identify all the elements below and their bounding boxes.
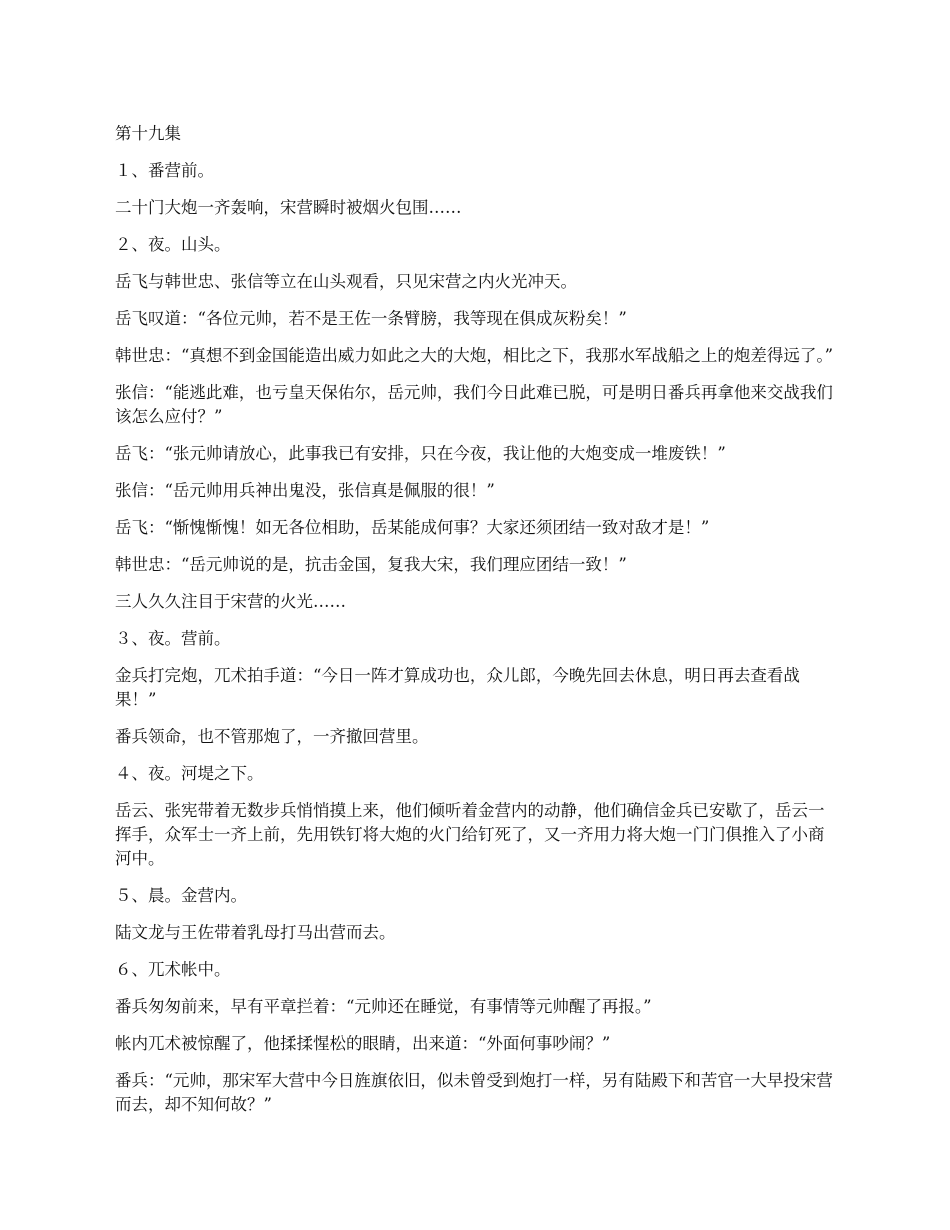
- scene-heading: １、番营前。: [115, 161, 214, 180]
- scene-heading: ３、夜。营前。: [115, 629, 231, 648]
- dialogue-line: 岳飞：“惭愧惭愧！如无各位相助，岳某能成何事？大家还须团结一致对敌才是！”: [115, 518, 710, 537]
- dialogue-line: 韩世忠：“真想不到金国能造出威力如此之大的大炮，相比之下，我那水军战船之上的炮差得远了。”: [115, 346, 834, 365]
- dialogue-line: 张信：“岳元帅用兵神出鬼没，张信真是佩服的很！”: [115, 481, 495, 500]
- dialogue-line: 番兵：“元帅，那宋军大营中今日旌旗依旧，似未曾受到炮打一样，另有陆殿下和苦官一大早投宋营而去，却不知何故？”: [115, 1071, 833, 1114]
- document-body: [115, 122, 840, 1130]
- scene-heading: ５、晨。金营内。: [115, 886, 247, 905]
- dialogue-line: 番兵匆匆前来，早有平章拦着：“元帅还在睡觉，有事情等元帅醒了再报。”: [115, 997, 652, 1016]
- scene-heading: ４、夜。河堤之下。: [115, 764, 264, 783]
- scene-heading: ２、夜。山头。: [115, 235, 231, 254]
- dialogue-line: 金兵打完炮，兀术拍手道：“今日一阵才算成功也，众儿郎，今晚先回去休息，明日再去查看战果！”: [115, 666, 800, 709]
- scene-heading: ６、兀术帐中。: [115, 960, 231, 979]
- episode-title: 第十九集: [115, 124, 181, 143]
- paragraph: 三人久久注目于宋营的火光……: [115, 592, 346, 611]
- dialogue-line: 张信：“能逃此难，也亏皇天保佑尔，岳元帅，我们今日此难已脱，可是明日番兵再拿他来交战我们该怎么应付？”: [115, 383, 833, 426]
- paragraph: 二十门大炮一齐轰响，宋营瞬时被烟火包围……: [115, 198, 462, 217]
- dialogue-line: 岳飞叹道：“各位元帅，若不是王佐一条臂膀，我等现在俱成灰粉矣！”: [115, 309, 627, 328]
- paragraph: 岳云、张宪带着无数步兵悄悄摸上来，他们倾听着金营内的动静，他们确信金兵已安歇了，岳云一挥手，众军士一齐上前，先用铁钉将大炮的火门给钉死了，又一齐用力将大炮一门门俱推入了小商河中。: [115, 801, 825, 868]
- paragraph: 陆文龙与王佐带着乳母打马出营而去。: [115, 923, 396, 942]
- dialogue-line: 岳飞：“张元帅请放心，此事我已有安排，只在今夜，我让他的大炮变成一堆废铁！”: [115, 444, 726, 463]
- paragraph: 岳飞与韩世忠、张信等立在山头观看，只见宋营之内火光冲天。: [115, 272, 577, 291]
- dialogue-line: 韩世忠：“岳元帅说的是，抗击金国，复我大宋，我们理应团结一致！”: [115, 555, 627, 574]
- paragraph: 番兵领命，也不管那炮了，一齐撤回营里。: [115, 727, 429, 746]
- dialogue-line: 帐内兀术被惊醒了，他揉揉惺松的眼睛，出来道：“外面何事吵闹？”: [115, 1034, 611, 1053]
